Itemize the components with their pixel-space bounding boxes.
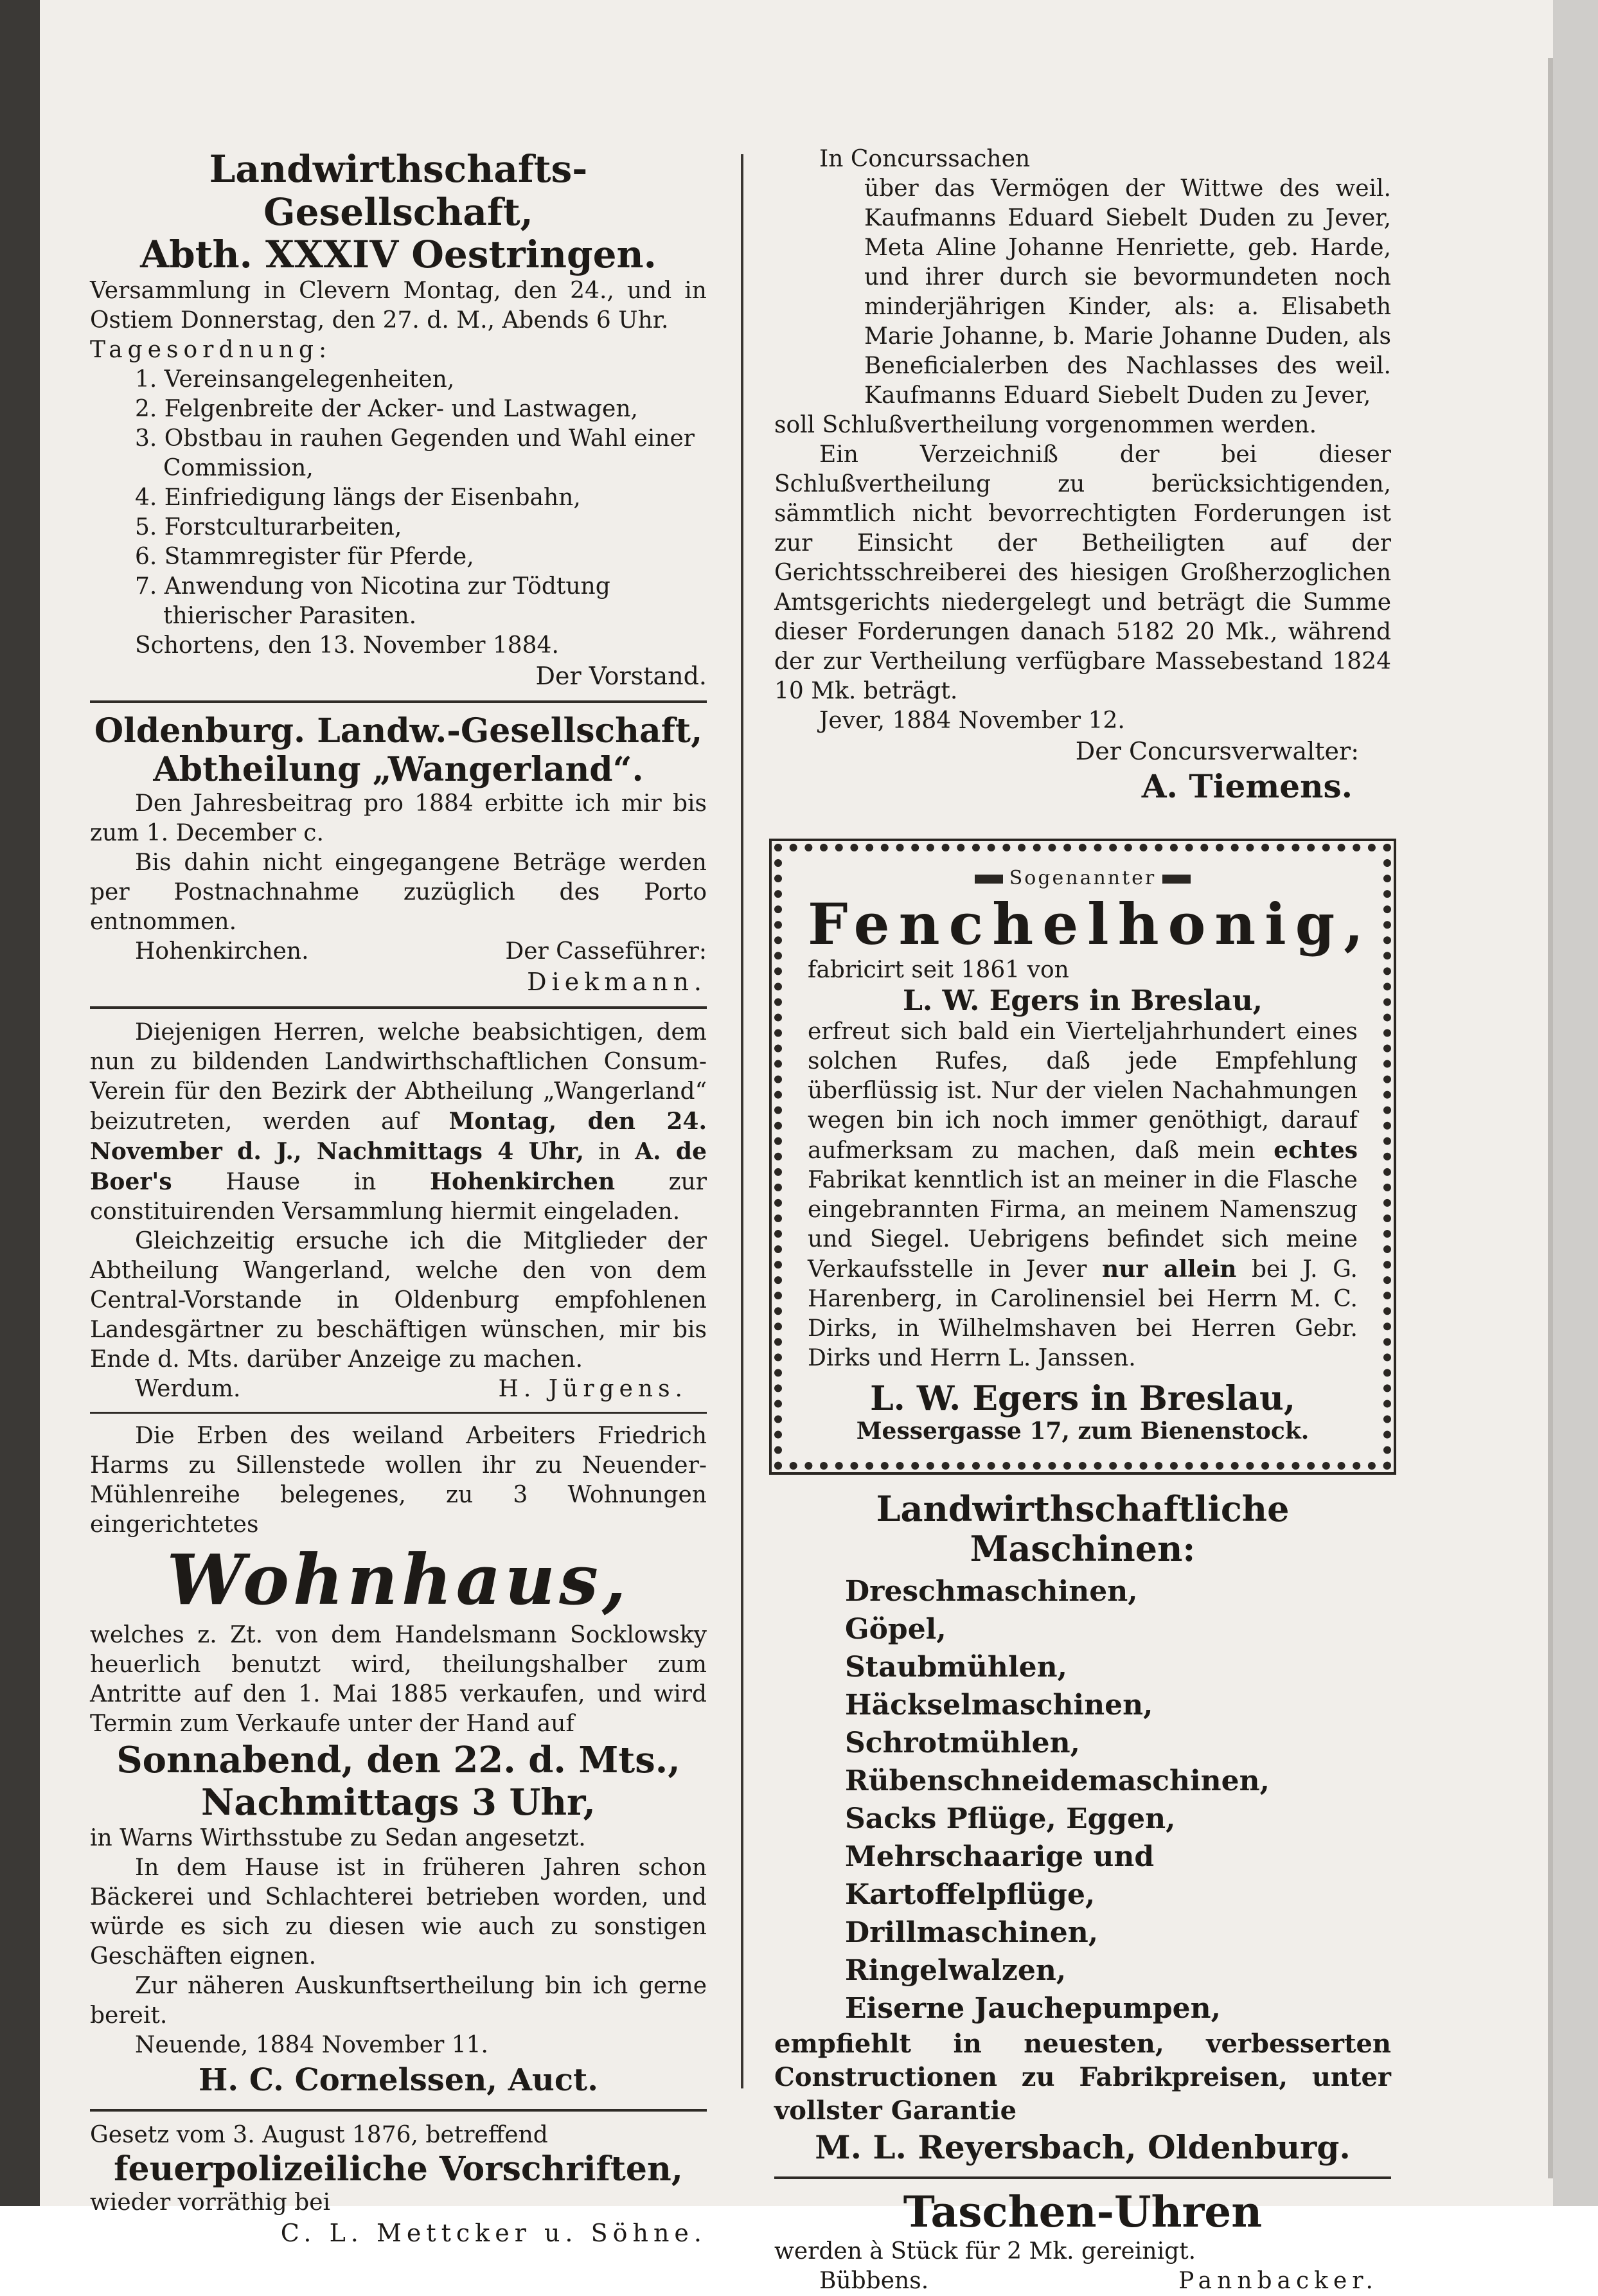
- ad4-paragraph2: In dem Hause ist in früheren Jahren schon Bäckerei und Schlachterei betrieben worden, und würde es sich zu diesen wie auch zu sonstigen Geschäften eignen.: [90, 1854, 707, 1970]
- ad-r4-title: Taschen-Uhren: [903, 2186, 1263, 2237]
- text: Diejenigen Herren, welche beabsichtigen, dem nun zu bildenden Landwirthschaftlichen Consum-Verein für den Bezirk der Abtheilung „Wangerland“ beizutreten, werden auf: [90, 1019, 707, 1135]
- ad-r4-signature: Pannbacker.: [1178, 2267, 1378, 2294]
- ad3-place: Werdum.: [135, 1375, 241, 1402]
- ornament-bar: [1162, 875, 1191, 884]
- machine-item: Drillmaschinen,: [845, 1916, 1099, 1949]
- ad2-body2: Bis dahin nicht eingegangene Beträge werden per Postnachnahme zuzüglich des Porto entnommen.: [90, 849, 707, 935]
- text: erfreut sich bald ein Vierteljahrhundert eines solchen Rufes, daß jede Empfehlung überflüssig ist. Nur der vielen Nachahmungen wegen bin ich noch immer genöthigt, darauf aufmerksam zu machen, daß mein: [808, 1019, 1358, 1164]
- ad-r2-maker: L. W. Egers in Breslau,: [902, 984, 1263, 1017]
- ad1-agenda-list: [90, 365, 707, 631]
- ad-r1-signature-name: A. Tiemens.: [1141, 767, 1353, 805]
- divider: [90, 700, 707, 703]
- divider: [90, 1006, 707, 1009]
- ad-r3-body: empfiehlt in neuesten, verbesserten Constructionen zu Fabrikpreisen, unter vollster Garantie: [774, 2028, 1391, 2126]
- page-edge: [1548, 58, 1553, 2178]
- ad4-body: welches z. Zt. von dem Handelsmann Socklowsky heuerlich benutzt wird, theilungshalber zum Antritte auf den 1. Mai 1885 verkaufen, und wird Termin zum Verkaufe unter der Hand auf: [90, 1621, 707, 1737]
- machine-item: Göpel,: [845, 1612, 946, 1646]
- ad2-footer: [90, 937, 707, 966]
- ornament-bar: [975, 875, 1003, 884]
- ad2-title-line1: Oldenburg. Landw.-Gesellschaft,: [94, 711, 703, 751]
- ad1-place-date: Schortens, den 13. November 1884.: [135, 632, 559, 659]
- agenda-item: 5. Forstculturarbeiten,: [135, 514, 402, 541]
- divider: [774, 2176, 1391, 2179]
- emphasis: echtes: [1274, 1137, 1358, 1164]
- ad-r1-tail: soll Schlußvertheilung vorgenommen werden.: [774, 412, 1317, 438]
- text: bei J. G. Harenberg, in Carolinensiel bei Herrn M. C. Dirks, in Wilhelmshaven bei Herren Gebr. Dirks und Herrn L. Janssen.: [808, 1256, 1358, 1372]
- ad-r2-footer2: Messergasse 17, zum Bienenstock.: [856, 1418, 1309, 1445]
- machine-item: Rübenschneidemaschinen,: [845, 1764, 1270, 1797]
- ad3-paragraph1: [90, 1018, 707, 1227]
- agenda-item: 7. Anwendung von Nicotina zur Tödtung thierischer Parasiten.: [135, 573, 610, 630]
- ad2-body1: Den Jahresbeitrag pro 1884 erbitte ich mir bis zum 1. December c.: [90, 790, 707, 846]
- emphasis: nur allein: [1102, 1256, 1237, 1283]
- ad-feuerpolizei: [90, 2121, 707, 2249]
- ad4-big-title: Wohnhaus,: [166, 1539, 630, 1621]
- ad-r1-signature-role: Der Concursverwalter:: [1075, 737, 1359, 765]
- scan-background-left: [0, 0, 40, 2206]
- ad1-title-line1: Landwirthschafts-Gesellschaft,: [209, 147, 588, 234]
- ad-wangerland-beitrag: [90, 712, 707, 997]
- ad-r4-footer: [774, 2266, 1391, 2296]
- date-emphasis: Montag, den 24. November d. J., Nachmittags 4 Uhr,: [90, 1107, 707, 1165]
- text: zur constituirenden Versammlung hiermit eingeladen.: [90, 1168, 707, 1225]
- ad5-title: feuerpolizeiliche Vorschriften,: [114, 2149, 683, 2189]
- ad1-signature: Der Vorstand.: [535, 662, 707, 691]
- ad4-location: in Warns Wirthsstube zu Sedan angesetzt.: [90, 1824, 586, 1851]
- ad-r2-footer1: L. W. Egers in Breslau,: [870, 1379, 1295, 1419]
- ad-r1-body: über das Vermögen der Wittwe des weil. Kaufmanns Eduard Siebelt Duden zu Jever, Meta Aline Johanne Henriette, geb. Harde, und ihrer durch sie bevormundeten noch minderjährigen Kinder, als: a. Elisabeth Marie Johanne, b. Marie Johanne Duden, als Beneficialerben des Nachlasses des weil. Kaufmanns Eduard Siebelt Duden zu Jever,: [864, 175, 1391, 409]
- ad-r2-top-text: Sogenannter: [1009, 867, 1157, 889]
- ad-wohnhaus: [90, 1421, 707, 2100]
- text: Hause in: [172, 1168, 430, 1195]
- ad-r2-body: [808, 1017, 1358, 1373]
- ad-landwirthschafts-gesellschaft: [90, 148, 707, 691]
- ad2-signature-role: Der Casseführer:: [505, 938, 707, 965]
- agenda-item: 2. Felgenbreite der Acker- und Lastwagen,: [135, 396, 638, 423]
- ad-taschen-uhren: [774, 2188, 1391, 2296]
- ad4-signature: H. C. Cornelssen, Auct.: [199, 2061, 598, 2098]
- ad3-footer: [90, 1375, 707, 1404]
- right-column: [774, 145, 1391, 2296]
- ad-r3-list: [774, 1572, 1391, 2027]
- column-divider: [741, 154, 743, 2088]
- ad-r4-body: werden à Stück für 2 Mk. gereinigt.: [774, 2238, 1196, 2265]
- ad-r2-since: fabricirt seit 1861 von: [808, 956, 1069, 983]
- ad4-date-line1: Sonnabend, den 22. d. Mts.,: [116, 1738, 680, 1781]
- agenda-item: 6. Stammregister für Pferde,: [135, 544, 474, 571]
- ad-r3-signature: M. L. Reyersbach, Oldenburg.: [815, 2128, 1351, 2166]
- ad-r4-place: Bübbens.: [819, 2267, 929, 2294]
- ad-consum-verein: [90, 1018, 707, 1404]
- text: Fabrikat kenntlich ist an meiner in die Flasche eingebrannten Firma, an meinem Namenszug und Siegel. Uebrigens befindet sich meine Verkaufsstelle in Jever: [808, 1167, 1358, 1283]
- divider: [90, 2109, 707, 2112]
- ad-r3-title: Landwirthschaftliche Maschinen:: [876, 1488, 1290, 1569]
- ad2-signature-name: Diekmann.: [527, 967, 707, 996]
- machine-item: Sacks Pflüge, Eggen,: [845, 1802, 1176, 1835]
- machine-item: Häckselmaschinen,: [845, 1688, 1153, 1722]
- machine-item: Dreschmaschinen,: [845, 1574, 1138, 1608]
- text: in: [584, 1138, 635, 1165]
- ad2-place: Hohenkirchen.: [135, 938, 309, 965]
- ad-maschinen: [774, 1489, 1391, 2167]
- ad3-paragraph2: Gleichzeitig ersuche ich die Mitglieder der Abtheilung Wangerland, welche den von dem Central-Vorstande in Oldenburg empfohlenen Landesgärtner zu beschäftigen wünschen, mir bis Ende d. Mts. darüber Anzeige zu machen.: [90, 1227, 707, 1373]
- ad1-title-line2: Abth. XXXIV Oestringen.: [140, 233, 657, 277]
- ad-r1-line1: In Concurssachen: [819, 146, 1031, 172]
- ad2-title-line2: Abtheilung „Wangerland“.: [153, 749, 644, 789]
- place-emphasis: Hohenkirchen: [429, 1168, 616, 1195]
- ad3-signature: H. Jürgens.: [498, 1375, 688, 1402]
- ad5-line1: Gesetz vom 3. August 1876, betreffend: [90, 2121, 548, 2148]
- ad4-intro: Die Erben des weiland Arbeiters Friedrich Harms zu Sillenstede wollen ihr zu Neuender-Mühlenreihe belegenes, zu 3 Wohnungen eingerichtetes: [90, 1422, 707, 1538]
- scan-background-right: [1553, 0, 1598, 2206]
- divider: [90, 1412, 707, 1414]
- ad4-paragraph3: Zur näheren Auskunftsertheilung bin ich gerne bereit.: [90, 1972, 707, 2029]
- ad5-signature: C. L. Mettcker u. Söhne.: [280, 2219, 707, 2248]
- machine-item: Eiserne Jauchepumpen,: [845, 1991, 1221, 2025]
- ad-r1-paragraph2: Ein Verzeichniß der bei dieser Schlußvertheilung zu berücksichtigenden, sämmtlich nicht bevorrechtigten Forderungen ist zur Einsicht der Betheiligten auf der Gerichtsschreiberei des hiesigen Großherzoglichen Amtsgerichts niedergelegt und beträgt die Summe dieser Forderungen danach 5182 20 Mk., während der zur Vertheilung verfügbare Massebestand 1824 10 Mk. beträgt.: [774, 441, 1391, 704]
- ad4-place-date: Neuende, 1884 November 11.: [135, 2031, 488, 2058]
- ad-r2-top: [808, 867, 1358, 889]
- ad-fenchelhonig-box: [774, 844, 1391, 1470]
- left-column: [90, 148, 707, 2248]
- ad4-date-line2: Nachmittags 3 Uhr,: [201, 1781, 596, 1824]
- agenda-item: 1. Vereinsangelegenheiten,: [135, 366, 455, 393]
- agenda-item: 3. Obstbau in rauhen Gegenden und Wahl einer Commission,: [135, 425, 695, 482]
- name-emphasis: A. de Boer's: [90, 1137, 707, 1195]
- ad5-line2: wieder vorräthig bei: [90, 2189, 331, 2216]
- ad-r2-title: Fenchelhonig,: [808, 891, 1372, 957]
- ad1-agenda-label: Tagesordnung:: [90, 337, 332, 364]
- ad1-intro: Versammlung in Clevern Montag, den 24., und in Ostiem Donnerstag, den 27. d. M., Abends 6 Uhr.: [90, 278, 707, 334]
- machine-item: Mehrschaarige und Kartoffelpflüge,: [845, 1840, 1155, 1911]
- ad-r1-place-date: Jever, 1884 November 12.: [819, 707, 1125, 734]
- agenda-item: 4. Einfriedigung längs der Eisenbahn,: [135, 485, 581, 512]
- machine-item: Schrotmühlen,: [845, 1726, 1080, 1759]
- machine-item: Ringelwalzen,: [845, 1953, 1067, 1987]
- machine-item: Staubmühlen,: [845, 1650, 1067, 1684]
- ad-concurssachen: [774, 145, 1391, 806]
